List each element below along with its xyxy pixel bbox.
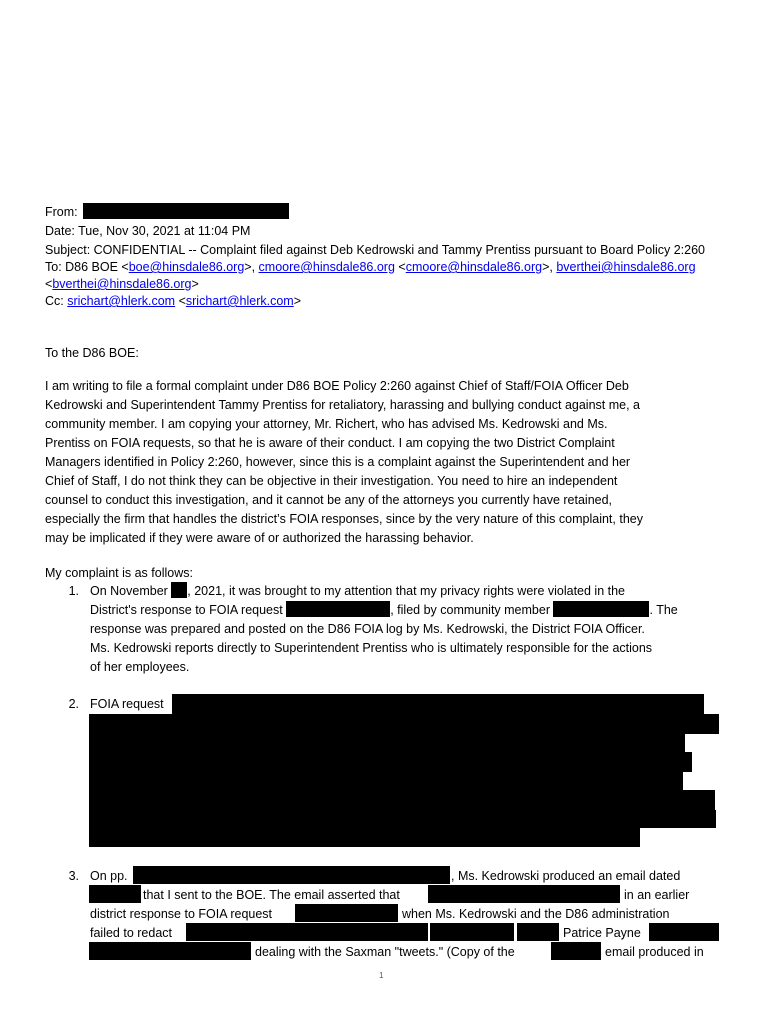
list-intro: My complaint is as follows: <box>45 566 193 580</box>
redaction <box>89 734 685 752</box>
salutation: To the D86 BOE: <box>45 346 139 360</box>
item-text: District's response to FOIA request <box>90 603 287 617</box>
from-line <box>45 203 289 222</box>
paragraph-line: I am writing to file a formal complaint under D86 BOE Policy 2:260 against Chief of Staff/FOIA Officer Deb <box>45 379 629 393</box>
redaction <box>649 923 719 941</box>
email-link[interactable]: cmoore@hinsdale86.org <box>258 260 395 274</box>
email-link[interactable]: srichart@hlerk.com <box>185 294 294 308</box>
item-text: in an earlier <box>624 888 690 902</box>
item-text: . The <box>649 603 678 617</box>
paragraph-line: Managers identified in Policy 2:260, however, since this is a complaint against the Superintendent and her <box>45 455 631 469</box>
item-line <box>90 601 678 620</box>
separator: < <box>175 294 186 308</box>
paragraph-line: Chief of Staff, I do not think they can be objective in their investigation. You need to hire an independent <box>45 474 618 488</box>
email-link[interactable]: cmoore@hinsdale86.org <box>405 260 543 274</box>
cc-prefix: Cc: <box>45 294 68 308</box>
email-link[interactable]: bverthei@hinsdale86.org <box>556 260 696 274</box>
redaction <box>428 885 620 903</box>
item-line: of her employees. <box>90 660 190 674</box>
separator: >, <box>244 260 259 274</box>
item-line: Ms. Kedrowski reports directly to Superintendent Prentiss who is ultimately responsible for the actions <box>90 641 653 655</box>
redaction <box>517 923 559 941</box>
list-number: 1. <box>68 584 79 598</box>
list-number: 3. <box>68 869 79 883</box>
redaction <box>89 790 715 810</box>
separator: >, <box>542 260 557 274</box>
subject-line: Subject: CONFIDENTIAL -- Complaint filed against Deb Kedrowski and Tammy Prentiss pursuant to Board Policy 2:260 <box>45 243 706 257</box>
redaction <box>89 772 683 790</box>
to-prefix: To: D86 BOE < <box>45 260 129 274</box>
redaction <box>89 828 640 847</box>
redaction <box>553 601 649 617</box>
item-text: email produced in <box>605 945 704 959</box>
item-text: On pp. <box>90 869 128 883</box>
separator: < <box>45 277 53 291</box>
page-number: 1 <box>379 971 384 980</box>
from-label: From: <box>45 205 78 219</box>
redaction <box>89 942 251 960</box>
redaction <box>83 203 289 219</box>
date-line: Date: Tue, Nov 30, 2021 at 11:04 PM <box>45 224 251 238</box>
redaction <box>172 694 704 714</box>
paragraph-line: counsel to conduct this investigation, and it cannot be any of the attorneys you currently have retained, <box>45 493 613 507</box>
paragraph-line: community member. I am copying your attorney, Mr. Richert, who has advised Ms. Kedrowski and Ms. <box>45 417 608 431</box>
redaction <box>89 752 692 772</box>
separator: > <box>293 294 302 308</box>
paragraph-line: may be implicated if they were aware of or authorized the harassing behavior. <box>45 531 474 545</box>
paragraph-line: especially the firm that handles the district’s FOIA responses, since by the very nature of this complaint, they <box>45 512 643 526</box>
item-text: , 2021, it was brought to my attention that my privacy rights were violated in the <box>187 584 626 598</box>
item-text: dealing with the Saxman "tweets." (Copy of the <box>255 945 515 959</box>
redaction <box>286 601 390 617</box>
redaction <box>551 942 601 960</box>
item-text: , Ms. Kedrowski produced an email dated <box>451 869 681 883</box>
redaction <box>171 582 187 598</box>
item-text: failed to redact <box>90 926 172 940</box>
separator: < <box>394 260 406 274</box>
redaction <box>295 904 398 922</box>
cc-line <box>45 292 301 311</box>
item-text: when Ms. Kedrowski and the D86 administration <box>402 907 670 921</box>
item-line: FOIA request <box>90 697 164 711</box>
item-line: response was prepared and posted on the D86 FOIA log by Ms. Kedrowski, the District FOIA Officer. <box>90 622 645 636</box>
redaction <box>430 923 514 941</box>
list-number: 2. <box>68 697 79 711</box>
item-text: On November <box>90 584 172 598</box>
redaction <box>89 714 719 734</box>
separator: > <box>191 277 199 291</box>
item-text: , filed by community member <box>390 603 554 617</box>
item-text: Patrice Payne <box>563 926 641 940</box>
redaction <box>186 923 428 941</box>
paragraph-line: Prentiss on FOIA requests, so that he is aware of their conduct. I am copying the two District Complaint <box>45 436 615 450</box>
item-text: district response to FOIA request <box>90 907 273 921</box>
email-link[interactable]: srichart@hlerk.com <box>67 294 176 308</box>
redaction <box>89 810 716 828</box>
item-text: that I sent to the BOE. The email asserted that <box>143 888 400 902</box>
redaction <box>133 866 450 884</box>
paragraph-line: Kedrowski and Superintendent Tammy Prentiss for retaliatory, harassing and bullying conduct against me, a <box>45 398 640 412</box>
email-link[interactable]: boe@hinsdale86.org <box>128 260 245 274</box>
redaction <box>89 885 141 903</box>
item-line <box>90 582 625 601</box>
email-link[interactable]: bverthei@hinsdale86.org <box>52 277 192 291</box>
